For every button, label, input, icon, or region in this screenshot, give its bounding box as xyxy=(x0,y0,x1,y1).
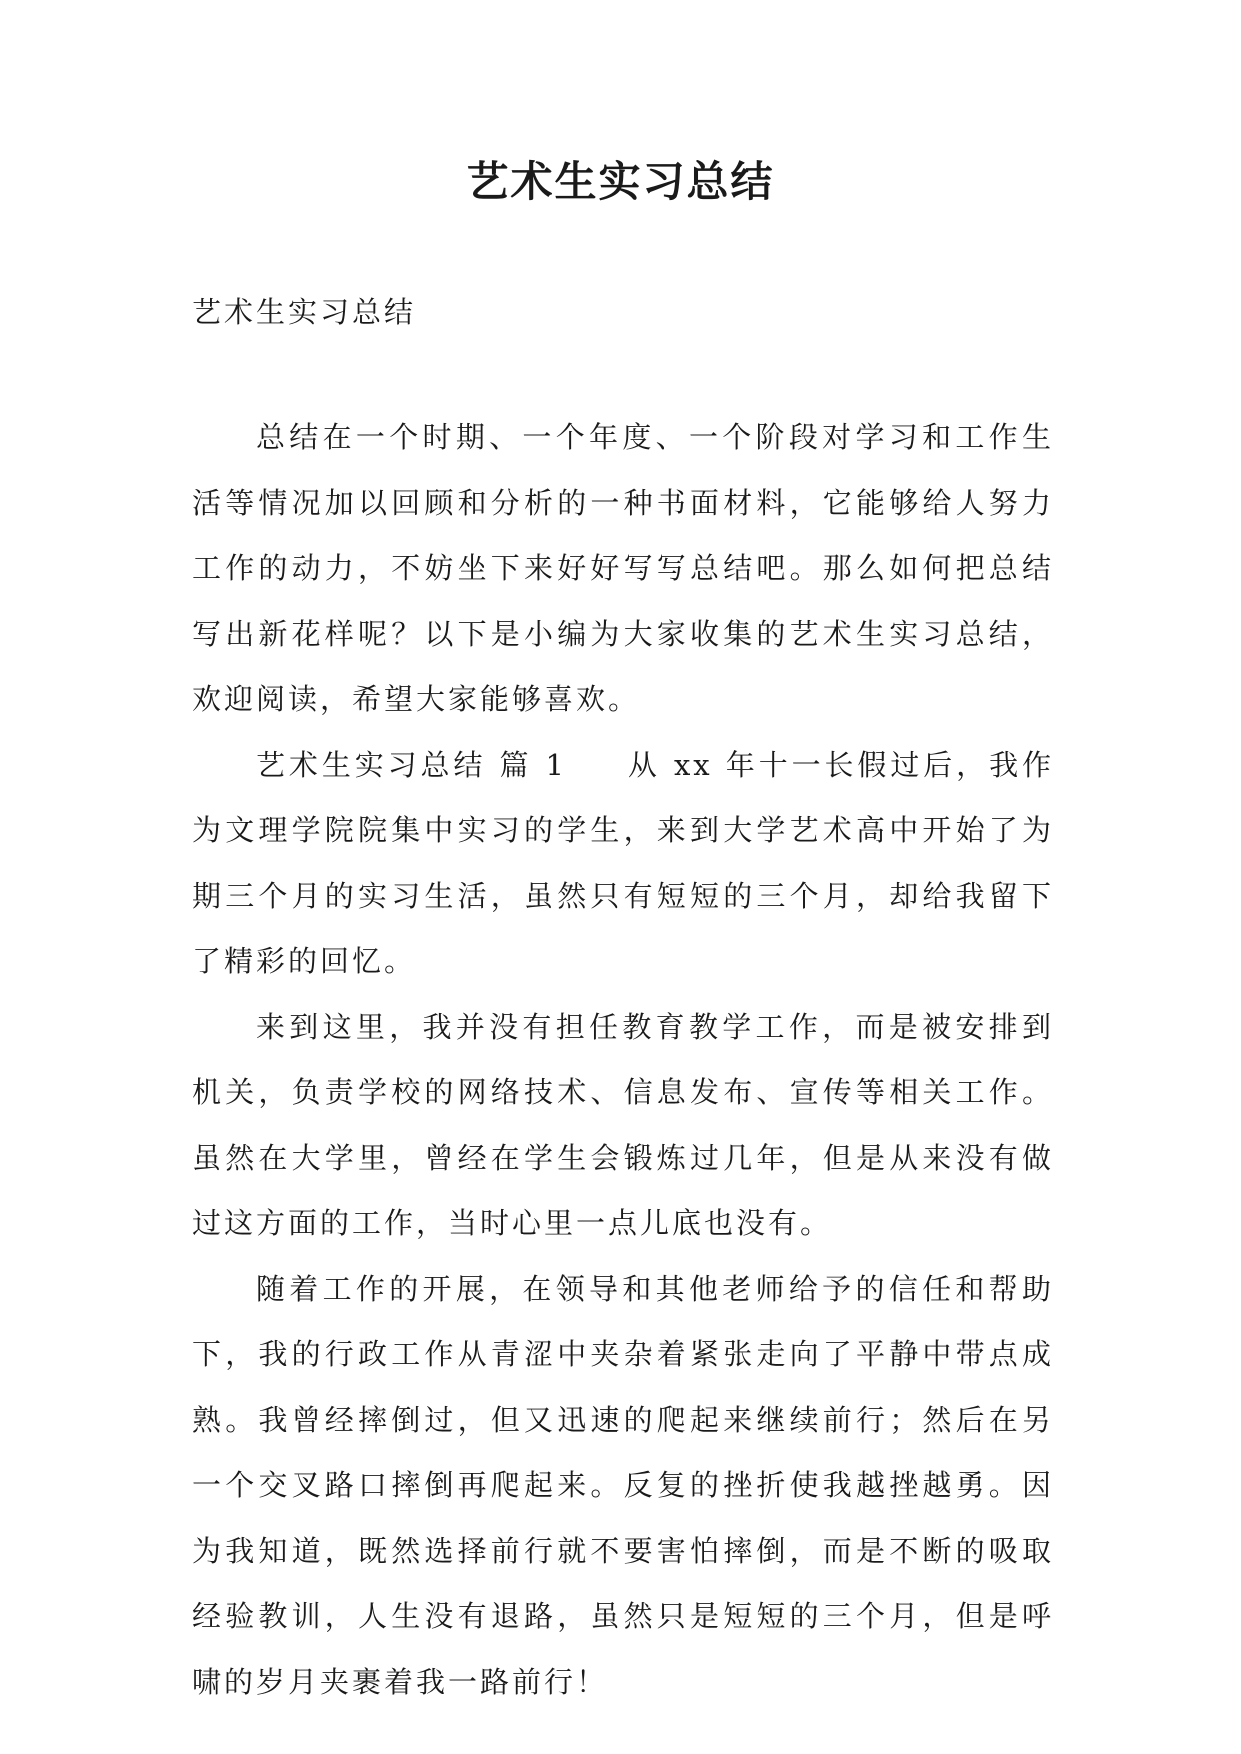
section-heading: 艺术生实习总结 篇 1 xyxy=(256,747,567,782)
section-1-text: 从 xx 年十一长假过后，我作为文理学院院集中实习的学生，来到大学艺术高中开始了为期三个月的实习生活，虽然只有短短的三个月，却给我留下了精彩的回忆。 xyxy=(192,747,1054,978)
body-paragraph-2: 来到这里，我并没有担任教育教学工作，而是被安排到机关，负责学校的网络技术、信息发布、宣传等相关工作。虽然在大学里，曾经在学生会锻炼过几年，但是从来没有做过这方面的工作，当时心里一点儿底也没有。 xyxy=(192,1009,1054,1240)
document-title: 艺术生实习总结 xyxy=(466,157,775,206)
body-paragraph-3: 随着工作的开展，在领导和其他老师给予的信任和帮助下，我的行政工作从青涩中夹杂着紧张走向了平静中带点成熟。我曾经摔倒过，但又迅速的爬起来继续前行；然后在另一个交叉路口摔倒再爬起来。反复的挫折使我越挫越勇。因为我知道，既然选择前行就不要害怕摔倒，而是不断的吸取经验教训，人生没有退路，虽然只是短短的三个月，但是呼啸的岁月夹裹着我一路前行！ xyxy=(192,1271,1054,1699)
section-1-paragraph xyxy=(192,733,1054,995)
intro-paragraph: 总结在一个时期、一个年度、一个阶段对学习和工作生活等情况加以回顾和分析的一种书面材料，它能够给人努力工作的动力，不妨坐下来好好写写总结吧。那么如何把总结写出新花样呢？以下是小编为大家收集的艺术生实习总结，欢迎阅读，希望大家能够喜欢。 xyxy=(192,420,1054,716)
document-body xyxy=(192,405,1054,1715)
document-subtitle: 艺术生实习总结 xyxy=(192,295,417,329)
